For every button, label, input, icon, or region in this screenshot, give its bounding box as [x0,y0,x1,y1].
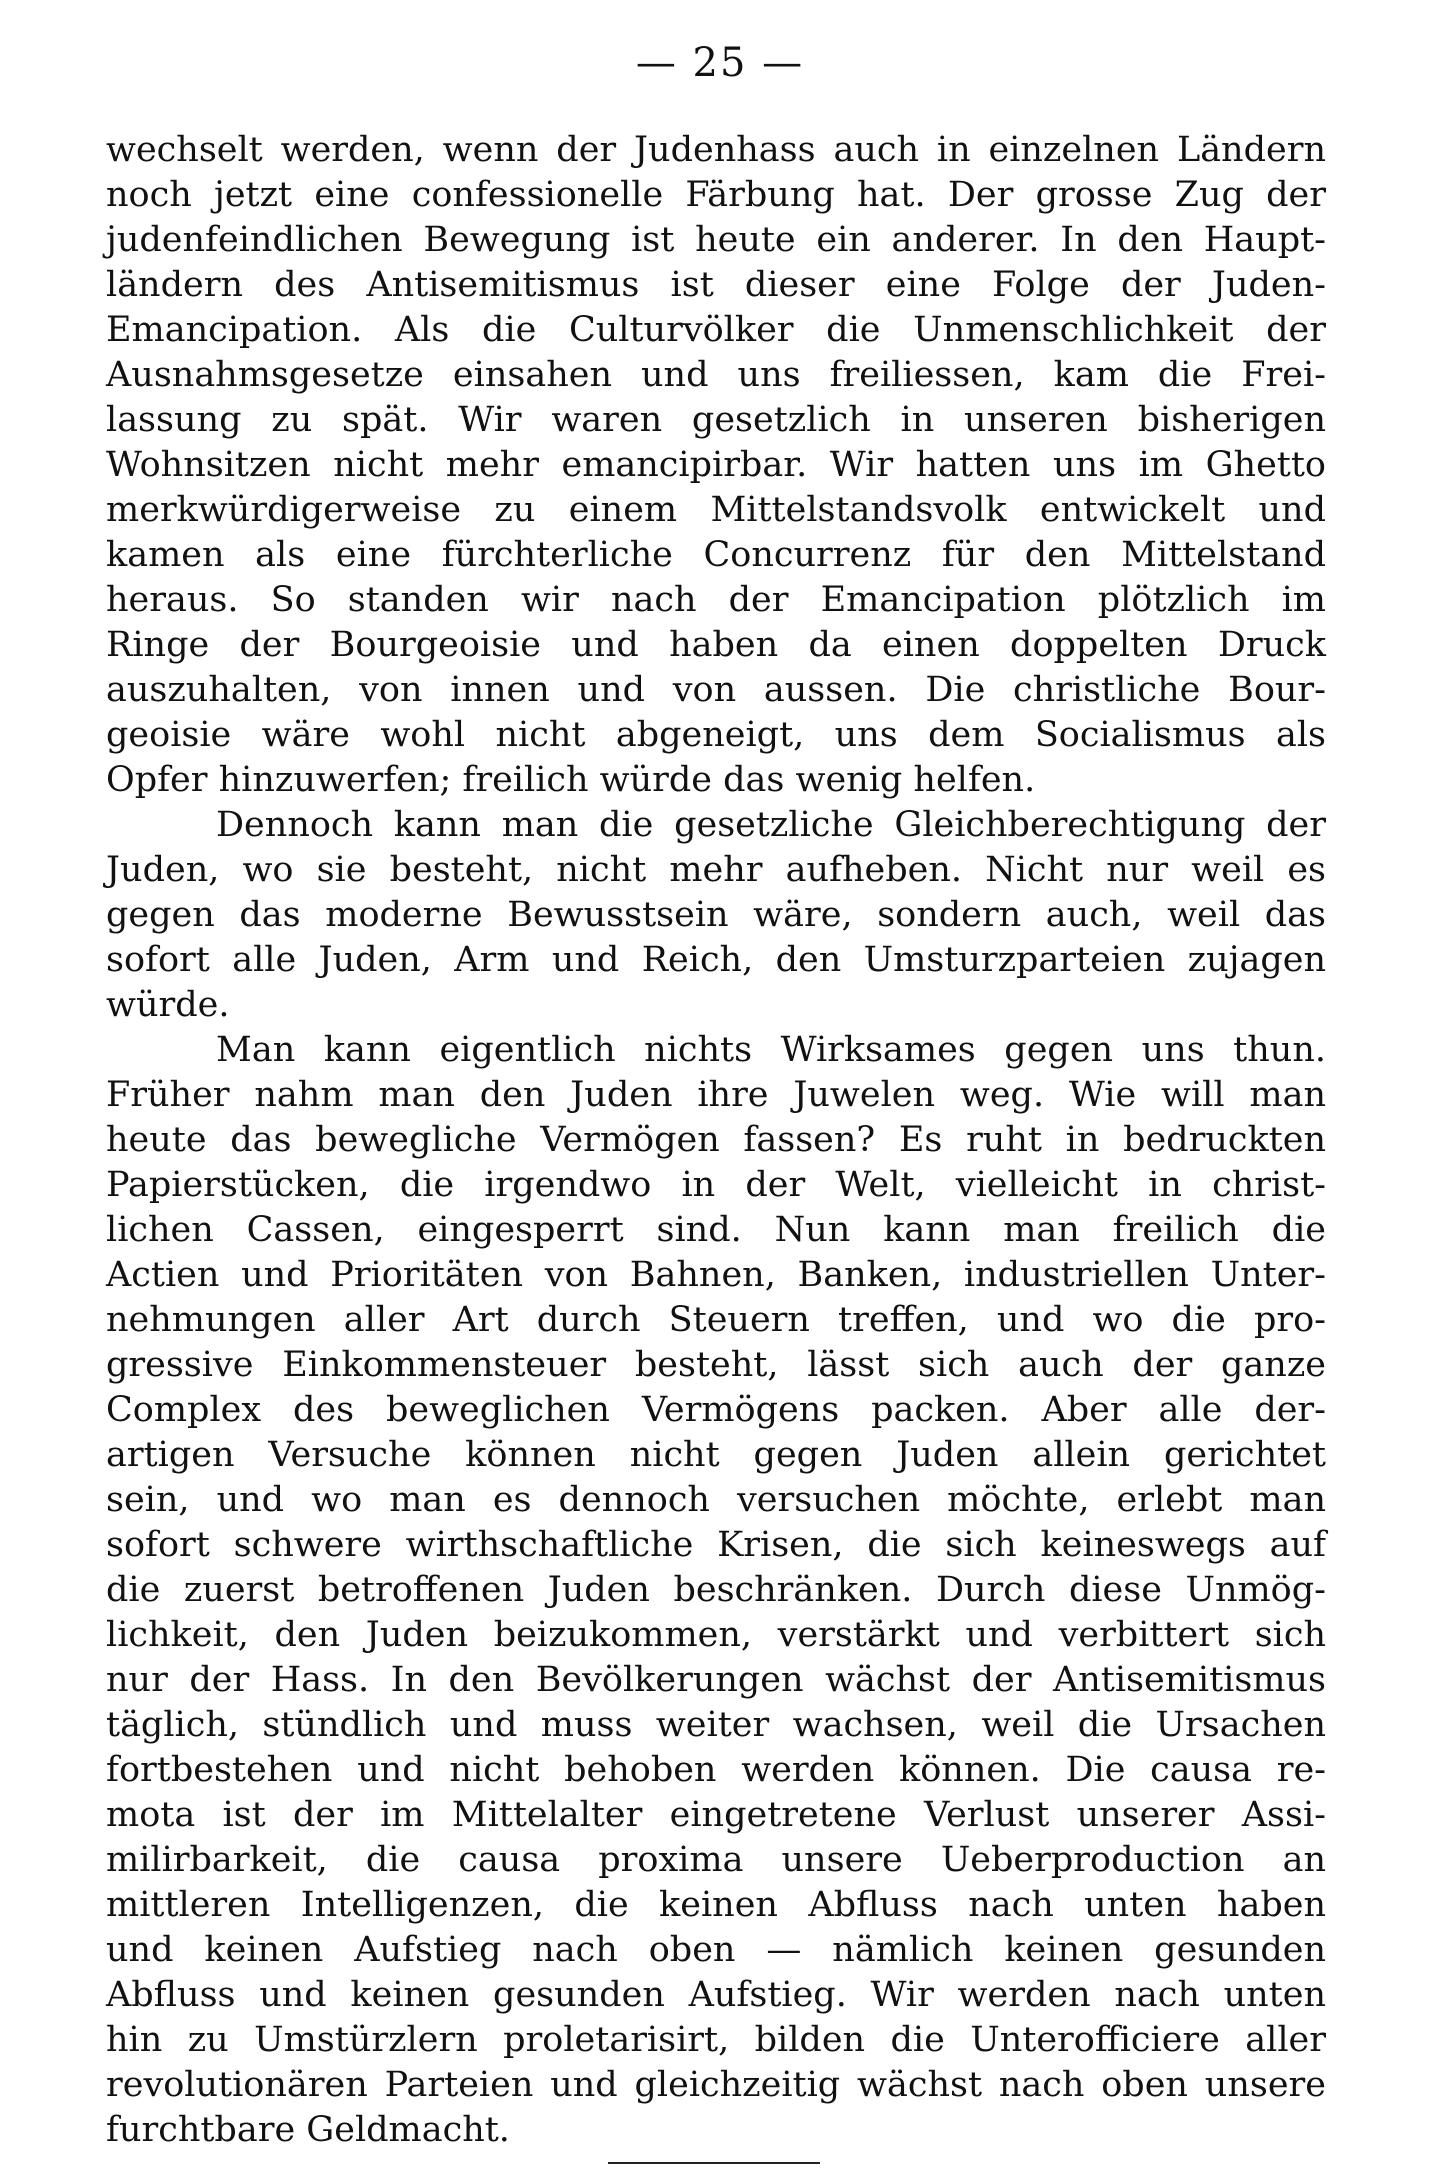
text-line: kamen als eine fürchterliche Concurrenz für den Mittelstand [106,535,1326,575]
text-line: würde. [106,985,230,1025]
text-line: Ausnahmsgesetze einsahen und uns freiliessen, kam die Frei- [106,355,1326,395]
text-line: Juden, wo sie besteht, nicht mehr aufheben. Nicht nur weil es [106,850,1326,890]
text-line: lichen Cassen, eingesperrt sind. Nun kann man freilich die [106,1210,1326,1250]
text-line: sofort alle Juden, Arm und Reich, den Umsturzparteien zujagen [106,940,1326,980]
text-line: geoisie wäre wohl nicht abgeneigt, uns dem Socialismus als [106,715,1326,755]
text-line: revolutionären Parteien und gleichzeitig wächst nach oben unsere [106,2065,1326,2105]
paragraph-1 [106,128,1326,803]
text-line: Man kann eigentlich nichts Wirksames gegen uns thun. [216,1030,1326,1070]
text-line: heraus. So standen wir nach der Emancipation plötzlich im [106,580,1326,620]
text-line: artigen Versuche können nicht gegen Juden allein gerichtet [106,1435,1326,1475]
text-line: gegen das moderne Bewusstsein wäre, sondern auch, weil das [106,895,1326,935]
text-line: fortbestehen und nicht behoben werden können. Die causa re- [106,1750,1326,1790]
text-line: die zuerst betroffenen Juden beschränken. Durch diese Unmög- [106,1570,1326,1610]
text-line: sein, und wo man es dennoch versuchen möchte, erlebt man [106,1480,1326,1520]
text-line: lichkeit, den Juden beizukommen, verstärkt und verbittert sich [106,1615,1326,1655]
text-line: lassung zu spät. Wir waren gesetzlich in unseren bisherigen [106,400,1326,440]
text-line: und keinen Aufstieg nach oben — nämlich keinen gesunden [106,1930,1326,1970]
text-line: mota ist der im Mittelalter eingetretene Verlust unserer Assi- [106,1795,1326,1835]
text-line: täglich, stündlich und muss weiter wachsen, weil die Ursachen [106,1705,1326,1745]
text-line: Wohnsitzen nicht mehr emancipirbar. Wir hatten uns im Ghetto [106,445,1326,485]
text-line: ländern des Antisemitismus ist dieser eine Folge der Juden- [106,265,1326,305]
text-line: Abfluss und keinen gesunden Aufstieg. Wir werden nach unten [106,1975,1326,2015]
text-line: milirbarkeit, die causa proxima unsere Ueberproduction an [106,1840,1326,1880]
text-line: nehmungen aller Art durch Steuern treffen, und wo die pro- [106,1300,1326,1340]
text-line: gressive Einkommensteuer besteht, lässt sich auch der ganze [106,1345,1326,1385]
text-line: wechselt werden, wenn der Judenhass auch in einzelnen Ländern [106,130,1326,170]
text-line: heute das bewegliche Vermögen fassen? Es ruht in bedruckten [106,1120,1326,1160]
text-line: furchtbare Geldmacht. [106,2110,510,2150]
text-line: Früher nahm man den Juden ihre Juwelen weg. Wie will man [106,1075,1326,1115]
text-line: Ringe der Bourgeoisie und haben da einen doppelten Druck [106,625,1326,665]
text-line: Actien und Prioritäten von Bahnen, Banken, industriellen Unter- [106,1255,1326,1295]
text-line: Dennoch kann man die gesetzliche Gleichberechtigung der [216,805,1326,845]
paragraph-2 [106,803,1326,1028]
text-line: hin zu Umstürzlern proletarisirt, bilden die Unterofficiere aller [106,2020,1326,2060]
text-line: mittleren Intelligenzen, die keinen Abfluss nach unten haben [106,1885,1326,1925]
paragraph-3 [106,1028,1326,2153]
text-line: auszuhalten, von innen und von aussen. Die christliche Bour- [106,670,1326,710]
body-text [106,128,1326,2153]
text-line: Opfer hinzuwerfen; freilich würde das wenig helfen. [106,760,1036,800]
page-number: — 25 — [635,40,805,86]
text-line: merkwürdigerweise zu einem Mittelstandsvolk entwickelt und [106,490,1326,530]
text-line: judenfeindlichen Bewegung ist heute ein anderer. In den Haupt- [106,220,1326,260]
text-line: sofort schwere wirthschaftliche Krisen, die sich keineswegs auf [106,1525,1326,1565]
text-line: Emancipation. Als die Culturvölker die Unmenschlichkeit der [106,310,1326,350]
text-line: Complex des beweglichen Vermögens packen. Aber alle der- [106,1390,1326,1430]
text-line: noch jetzt eine confessionelle Färbung hat. Der grosse Zug der [106,175,1326,215]
end-rule [608,2162,820,2164]
text-line: nur der Hass. In den Bevölkerungen wächst der Antisemitismus [106,1660,1326,1700]
text-line: Papierstücken, die irgendwo in der Welt, vielleicht in christ- [106,1165,1326,1205]
